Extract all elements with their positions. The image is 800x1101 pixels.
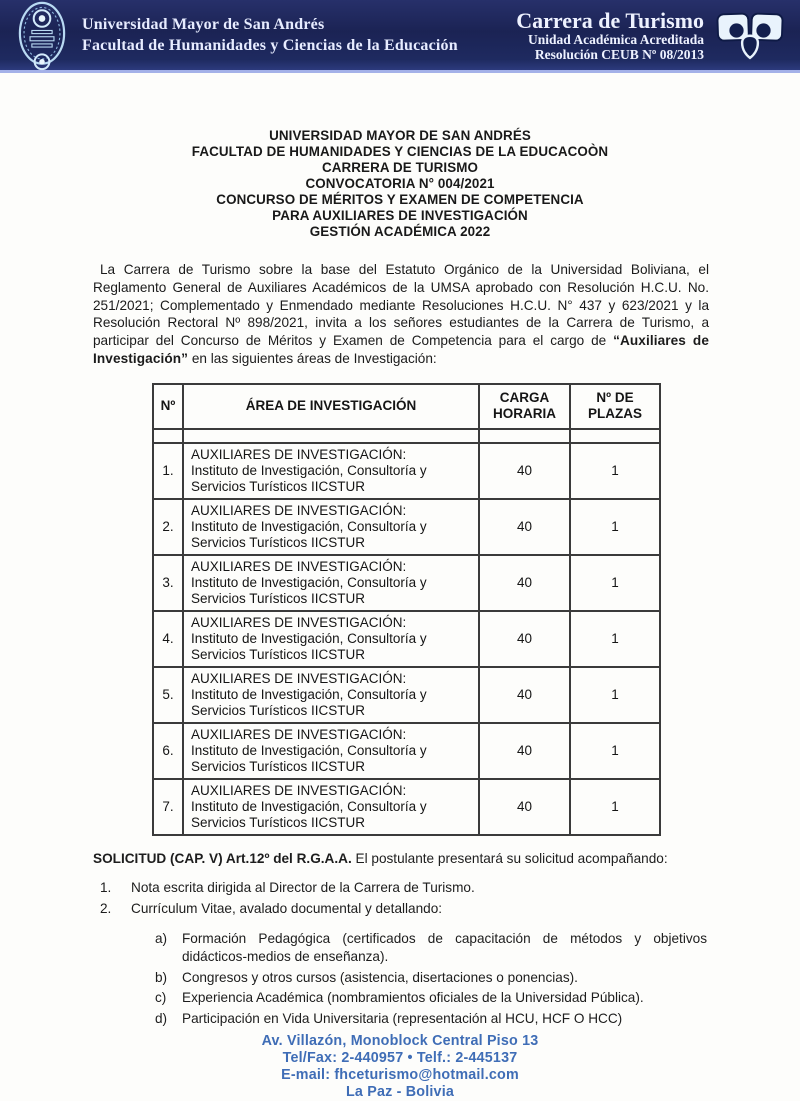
document-title-line: PARA AUXILIARES DE INVESTIGACIÓN — [272, 208, 528, 223]
solicitud-rest: El postulante presentará su solicitud acompañando: — [351, 850, 668, 866]
area-detail: Instituto de Investigación, Consultoría y Servicios Turísticos IICSTUR — [191, 574, 427, 606]
row-carga-horaria: 40 — [479, 443, 570, 499]
document-title-line: FACULTAD DE HUMANIDADES Y CIENCIAS DE LA EDUCACOÒN — [191, 144, 609, 159]
row-plazas: 1 — [570, 443, 660, 499]
positions-table — [152, 383, 661, 836]
cv-detail-letter: c) — [155, 990, 167, 1006]
row-plazas: 1 — [570, 611, 660, 667]
area-title: AUXILIARES DE INVESTIGACIÓN: — [191, 558, 407, 574]
table-row — [153, 555, 660, 611]
row-carga-horaria: 40 — [479, 499, 570, 555]
intro-text-after: en las siguientes áreas de Investigación: — [188, 350, 437, 366]
document-title-line: CONCURSO DE MÉRITOS Y EXAMEN DE COMPETENCIA — [216, 192, 584, 207]
row-plazas: 1 — [570, 779, 660, 835]
cv-detail-item — [155, 1010, 800, 1029]
area-title: AUXILIARES DE INVESTIGACIÓN: — [191, 446, 407, 462]
area-title: AUXILIARES DE INVESTIGACIÓN: — [191, 670, 407, 686]
row-number: 5. — [153, 667, 183, 723]
row-plazas: 1 — [570, 723, 660, 779]
col-header-carga-horaria: CARGA HORARIA — [479, 384, 570, 429]
row-number: 1. — [153, 443, 183, 499]
faculty-name: Facultad de Humanidades y Ciencias de la Educación — [82, 36, 458, 54]
row-area-cell — [183, 443, 479, 499]
table-spacer-row — [153, 429, 660, 443]
row-area-cell — [183, 611, 479, 667]
umsa-seal-icon — [16, 1, 68, 71]
area-detail: Instituto de Investigación, Consultoría y Servicios Turísticos IICSTUR — [191, 462, 427, 494]
footer-line: La Paz - Bolivia — [345, 1084, 455, 1101]
requirements-list — [0, 877, 800, 919]
document-title-line: UNIVERSIDAD MAYOR DE SAN ANDRÉS — [269, 128, 531, 143]
row-area-cell — [183, 667, 479, 723]
requirement-item — [100, 877, 800, 898]
area-title: AUXILIARES DE INVESTIGACIÓN: — [191, 502, 407, 518]
tourism-owl-icon — [714, 7, 786, 63]
area-title: AUXILIARES DE INVESTIGACIÓN: — [191, 782, 407, 798]
cv-detail-text: Formación Pedagógica (certificados de capacitación de métodos y objetivos didácticos-medios de enseñanza). — [182, 930, 707, 965]
area-detail: Instituto de Investigación, Consultoría y Servicios Turísticos IICSTUR — [191, 798, 427, 830]
accredited-label: Unidad Académica Acreditada — [527, 31, 704, 47]
row-number: 6. — [153, 723, 183, 779]
intro-text-before: La Carrera de Turismo sobre la base del Estatuto Orgánico de la Universidad Boliviana, el Reglamento General de Auxiliares Académicos de la UMSA aprobado con Resolución H.C.U. No. 251/2021; Complementado y Enmendado mediante Resoluciones H.C.U. N° 437 y 623/2021 y la Resolución Rectoral Nº 898/2021, invita a los señores estudiantes de la Carrera de Turismo, a participar del Concurso de Méritos y Examen de Competencia para el cargo de — [93, 262, 709, 349]
table-row — [153, 667, 660, 723]
footer-line: E-mail: fhceturismo@hotmail.com — [281, 1067, 519, 1084]
col-header-num: Nº — [153, 384, 183, 429]
area-detail: Instituto de Investigación, Consultoría y Servicios Turísticos IICSTUR — [191, 742, 427, 774]
row-carga-horaria: 40 — [479, 723, 570, 779]
cv-detail-letter: a) — [155, 930, 168, 946]
row-carga-horaria: 40 — [479, 667, 570, 723]
row-area-cell — [183, 779, 479, 835]
solicitud-bold: SOLICITUD (CAP. V) Art.12º del R.G.A.A. — [93, 850, 352, 866]
solicitud-heading — [93, 850, 709, 868]
area-title: AUXILIARES DE INVESTIGACIÓN: — [191, 614, 407, 630]
row-number: 2. — [153, 499, 183, 555]
intro-paragraph — [93, 261, 709, 368]
table-header-row — [153, 384, 660, 429]
area-detail: Instituto de Investigación, Consultoría y Servicios Turísticos IICSTUR — [191, 518, 427, 550]
footer-line: Av. Villazón, Monoblock Central Piso 13 — [261, 1033, 539, 1050]
table-row — [153, 611, 660, 667]
requirement-number: 2. — [100, 900, 112, 916]
row-carga-horaria: 40 — [479, 611, 570, 667]
requirement-number: 1. — [100, 879, 112, 895]
cv-detail-text: Congresos y otros cursos (asistencia, disertaciones o ponencias). — [182, 969, 578, 985]
banner-right — [516, 9, 704, 62]
career-title: Carrera de Turismo — [516, 7, 704, 33]
table-row — [153, 499, 660, 555]
cv-detail-letter: d) — [155, 1010, 168, 1026]
area-detail: Instituto de Investigación, Consultoría y Servicios Turísticos IICSTUR — [191, 686, 427, 718]
document-title-line: CARRERA DE TURISMO — [321, 160, 479, 175]
table-row — [153, 779, 660, 835]
row-plazas: 1 — [570, 667, 660, 723]
table-row — [153, 443, 660, 499]
row-area-cell — [183, 499, 479, 555]
row-area-cell — [183, 555, 479, 611]
letterhead-banner — [0, 0, 800, 73]
requirement-text: Nota escrita dirigida al Director de la Carrera de Turismo. — [131, 879, 475, 895]
table-row — [153, 723, 660, 779]
row-number: 4. — [153, 611, 183, 667]
cv-detail-item — [155, 989, 800, 1008]
requirement-text: Currículum Vitae, avalado documental y detallando: — [131, 900, 443, 916]
cv-detail-text: Participación en Vida Universitaria (representación al HCU, HCF O HCC) — [182, 1010, 623, 1026]
row-area-cell — [183, 723, 479, 779]
footer-contact-block — [0, 1033, 800, 1101]
cv-details-list — [0, 930, 800, 1029]
row-plazas: 1 — [570, 555, 660, 611]
ceub-resolution: Resolución CEUB Nº 08/2013 — [534, 46, 704, 62]
document-title-line: GESTIÓN ACADÉMICA 2022 — [309, 224, 491, 239]
cv-detail-letter: b) — [155, 969, 168, 985]
col-header-area: ÁREA DE INVESTIGACIÓN — [183, 384, 479, 429]
requirement-item — [100, 898, 800, 919]
col-header-plazas: Nº DE PLAZAS — [570, 384, 660, 429]
row-plazas: 1 — [570, 499, 660, 555]
cv-detail-item — [155, 969, 800, 988]
row-carga-horaria: 40 — [479, 779, 570, 835]
area-title: AUXILIARES DE INVESTIGACIÓN: — [191, 726, 407, 742]
intro-bold-phrase: “Auxiliares de Investigación” — [93, 333, 709, 366]
row-carga-horaria: 40 — [479, 555, 570, 611]
document-title-block — [0, 128, 800, 240]
row-number: 7. — [153, 779, 183, 835]
area-detail: Instituto de Investigación, Consultoría y Servicios Turísticos IICSTUR — [191, 630, 427, 662]
footer-line: Tel/Fax: 2-440957 • Telf.: 2-445137 — [282, 1050, 518, 1067]
cv-detail-item — [155, 930, 800, 967]
university-name: Universidad Mayor de San Andrés — [82, 15, 325, 33]
cv-detail-text: Experiencia Académica (nombramientos oficiales de la Universidad Pública). — [182, 990, 644, 1006]
row-number: 3. — [153, 555, 183, 611]
document-title-line: CONVOCATORIA N° 004/2021 — [305, 176, 495, 191]
banner-left — [16, 0, 458, 71]
